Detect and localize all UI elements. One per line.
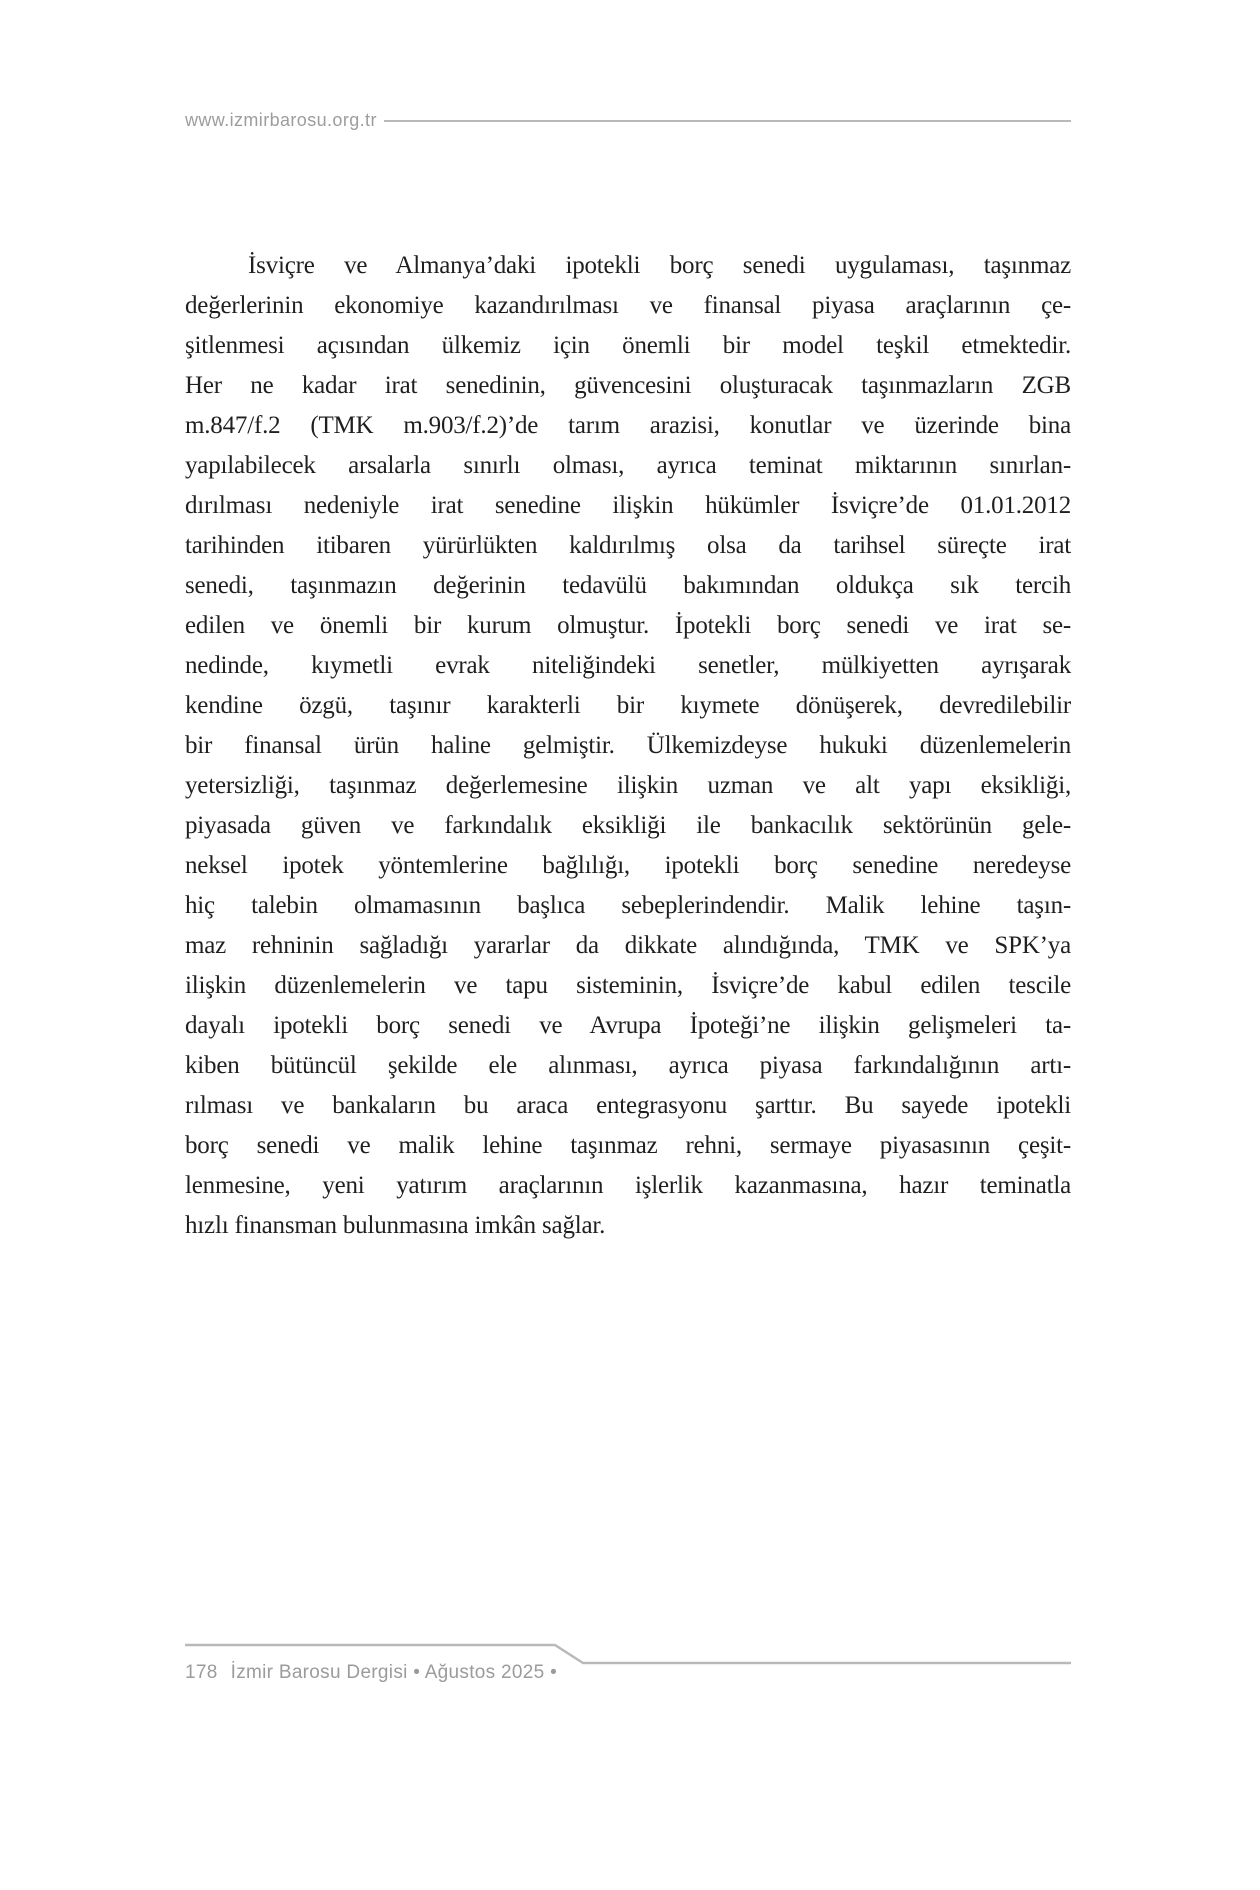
page-header (185, 110, 1071, 131)
text-line: şitlenmesi açısından ülkemiz için önemli bir model teşkil etmektedir. (185, 332, 1071, 359)
text-line: yapılabilecek arsalarla sınırlı olması, ayrıca teminat miktarının sınırlan- (185, 452, 1071, 479)
header-rule-line (384, 120, 1071, 122)
text-line: dayalı ipotekli borç senedi ve Avrupa İpoteği’ne ilişkin gelişmeleri ta- (185, 1012, 1071, 1039)
text-line: ilişkin düzenlemelerin ve tapu sisteminin, İsviçre’de kabul edilen tescile (185, 972, 1071, 999)
header-website-url: www.izmirbarosu.org.tr (185, 110, 377, 130)
text-line: edilen ve önemli bir kurum olmuştur. İpotekli borç senedi ve irat se- (185, 612, 1071, 639)
text-line: m.847/f.2 (TMK m.903/f.2)’de tarım arazisi, konutlar ve üzerinde bina (185, 412, 1071, 439)
text-line: lenmesine, yeni yatırım araçlarının işlerlik kazanmasına, hazır teminatla (185, 1172, 1071, 1199)
text-line: neksel ipotek yöntemlerine bağlılığı, ipotekli borç senedine neredeyse (185, 852, 1071, 879)
text-line: nedinde, kıymetli evrak niteliğindeki senetler, mülkiyetten ayrışarak (185, 652, 1071, 679)
text-line: senedi, taşınmazın değerinin tedavülü bakımından oldukça sık tercih (185, 572, 1071, 599)
article-paragraph (185, 246, 1071, 1246)
text-line: değerlerinin ekonomiye kazandırılması ve finansal piyasa araçlarının çe- (185, 292, 1071, 319)
text-line: tarihinden itibaren yürürlükten kaldırılmış olsa da tarihsel süreçte irat (185, 532, 1071, 559)
text-line: dırılması nedeniyle irat senedine ilişkin hükümler İsviçre’de 01.01.2012 (185, 492, 1071, 519)
text-line: bir finansal ürün haline gelmiştir. Ülkemizdeyse hukuki düzenlemelerin (185, 732, 1071, 759)
text-line: kiben bütüncül şekilde ele alınması, ayrıca piyasa farkındalığının artı- (185, 1052, 1071, 1079)
text-line: kendine özgü, taşınır karakterli bir kıymete dönüşerek, devredilebilir (185, 692, 1071, 719)
text-line: İsviçre ve Almanya’daki ipotekli borç senedi uygulaması, taşınmaz (248, 252, 1071, 279)
page-footer (185, 1660, 1071, 1686)
text-line: borç senedi ve malik lehine taşınmaz rehni, sermaye piyasasının çeşit- (185, 1132, 1071, 1159)
text-line: yetersizliği, taşınmaz değerlemesine ilişkin uzman ve alt yapı eksikliği, (185, 772, 1071, 799)
text-line: piyasada güven ve farkındalık eksikliği ile bankacılık sektörünün gele- (185, 812, 1071, 839)
text-line: Her ne kadar irat senedinin, güvencesini oluşturacak taşınmazların ZGB (185, 372, 1071, 399)
text-line: hızlı finansman bulunmasına imkân sağlar. (185, 1212, 606, 1239)
text-line: hiç talebin olmamasının başlıca sebeplerindendir. Malik lehine taşın- (185, 892, 1071, 919)
footer-journal-title: İzmir Barosu Dergisi • Ağustos 2025 • (230, 1662, 558, 1683)
text-line: maz rehninin sağladığı yararlar da dikkate alındığında, TMK ve SPK’ya (185, 932, 1071, 959)
text-line: rılması ve bankaların bu araca entegrasyonu şarttır. Bu sayede ipotekli (185, 1092, 1071, 1119)
footer-page-number: 178 (185, 1662, 218, 1683)
